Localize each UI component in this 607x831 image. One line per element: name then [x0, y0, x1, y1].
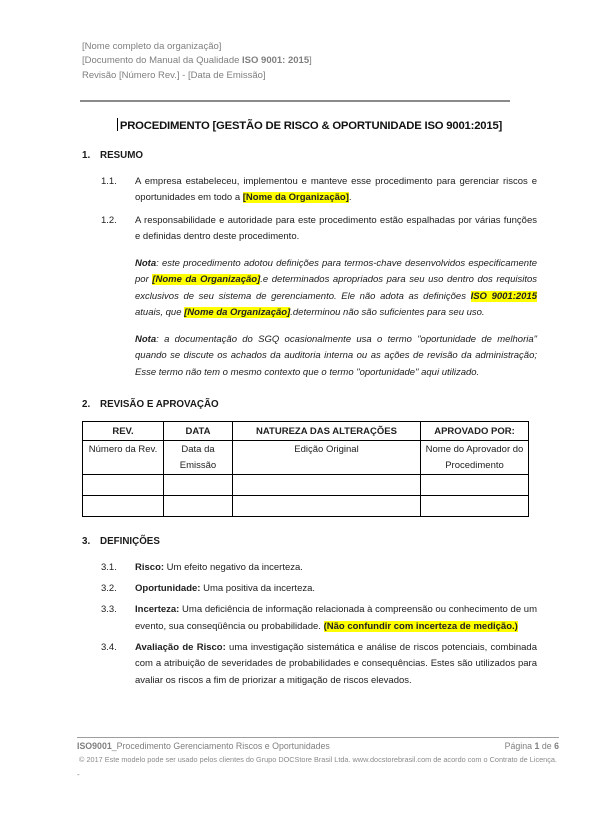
placeholder-org-name: [Nome da Organização] — [242, 192, 349, 204]
page-label: de — [539, 741, 555, 751]
clause-3-4 — [82, 640, 537, 690]
page-header — [82, 40, 537, 83]
note-text-segment: : este procedimento adotou definições para termos-chave desenvolvidos especificamente por — [135, 257, 537, 286]
clause-number: 1.1. — [101, 175, 117, 187]
definition-term: Risco: — [135, 562, 165, 574]
note-text-segment: .e determinados apropriados para seu uso dentro dos requisitos exclusivos de seu sistema de gerenciamento. Ele não adota as definições — [135, 274, 537, 302]
note-label: Nota — [135, 257, 157, 269]
cell-rev-number: Número da Rev. — [83, 441, 164, 475]
definition-term: Avaliação de Risco: — [135, 641, 226, 653]
clause-number: 3.3. — [101, 604, 117, 616]
text-cursor-icon — [117, 118, 118, 131]
header-doc-line-prefix: [Documento do Manual da Qualidade — [82, 55, 243, 67]
clause-text-segment: A empresa estabeleceu, implementou e manteve esse procedimento para gerenciar riscos e oportunidades em todo a — [135, 175, 537, 204]
header-revision-line: Revisão [Número Rev.] - [Data de Emissão] — [82, 69, 266, 81]
clause-text-segment: . — [348, 192, 352, 204]
revision-table — [82, 421, 529, 517]
page-total: 6 — [554, 741, 559, 751]
placeholder-iso-standard: ISO 9001:2015 — [470, 290, 538, 302]
note-1 — [135, 256, 537, 322]
header-doc-line-standard: ISO 9001: 2015 — [242, 55, 310, 67]
table-row — [83, 441, 529, 475]
note-label: Nota — [135, 333, 157, 345]
page-number: 1 — [534, 741, 540, 751]
page-label: Página — [504, 741, 535, 751]
cell-issue-date: Data da Emissão — [164, 441, 233, 475]
page-content — [82, 40, 537, 689]
definition-text: Um efeito negativo da incerteza. — [164, 562, 303, 574]
header-doc-line-suffix: ] — [309, 55, 312, 67]
table-header-row — [83, 422, 529, 441]
cell-empty — [83, 475, 164, 496]
section-number: 1. — [82, 149, 91, 161]
clause-1-1 — [82, 174, 537, 207]
cell-empty — [233, 496, 421, 517]
clause-text: A responsabilidade e autoridade para este procedimento estão espalhadas por várias funções e definidas dentro deste procedimento. — [135, 214, 537, 243]
placeholder-org-name: [Nome da Organização] — [152, 274, 261, 286]
section-title: REVISÃO E APROVAÇÃO — [100, 399, 219, 411]
clause-text — [135, 560, 537, 577]
section-title: RESUMO — [100, 149, 144, 161]
col-header-natureza: NATUREZA DAS ALTERAÇÕES — [233, 422, 421, 441]
header-divider — [80, 100, 510, 102]
definition-text: Uma positiva da incerteza. — [200, 583, 316, 595]
section-heading-resumo — [82, 149, 537, 162]
clause-text — [135, 640, 537, 690]
cell-empty — [164, 475, 233, 496]
section-heading-revisao — [82, 398, 537, 411]
section-heading-definicoes — [82, 535, 537, 548]
cell-change-nature: Edição Original — [233, 441, 421, 475]
cell-empty — [233, 475, 421, 496]
note-2 — [135, 332, 537, 382]
note-text-segment: .determinou não são suficientes para seu uso. — [290, 307, 485, 319]
note-text-segment: : a documentação do SGQ ocasionalmente usa o termo "oportunidade de melhoria" quando se discute os achados da auditoria interna ou as ações de revisão da administração; Esse termo não tem o mesmo contexto que o termo "oportunidade" aqui utilizado. — [135, 333, 537, 378]
table-row — [83, 496, 529, 517]
footer-doc-id — [77, 741, 330, 752]
section-number: 2. — [82, 399, 91, 411]
section-title: DEFINIÇÕES — [100, 536, 160, 548]
clause-1-2 — [82, 213, 537, 246]
clause-number: 3.2. — [101, 583, 117, 595]
document-title-text: PROCEDIMENTO [GESTÃO DE RISCO & OPORTUNIDADE ISO 9001:2015] — [119, 119, 503, 132]
table-row — [83, 475, 529, 496]
placeholder-org-name: [Nome da Organização] — [184, 307, 291, 319]
document-title — [82, 118, 537, 134]
col-header-rev: REV. — [83, 422, 164, 441]
clause-number: 3.4. — [101, 641, 117, 653]
footer-stray-mark: - — [77, 770, 80, 779]
cell-empty — [421, 496, 529, 517]
header-doc-line — [82, 54, 537, 68]
clause-number: 3.1. — [101, 562, 117, 574]
cell-approver: Nome do Aprovador do Procedimento — [421, 441, 529, 475]
clause-3-2 — [82, 581, 537, 598]
cell-empty — [421, 475, 529, 496]
col-header-aprovado: APROVADO POR: — [421, 422, 529, 441]
clause-text — [135, 174, 537, 207]
footer-doc-title: _Procedimento Gerenciamento Riscos e Oportunidades — [111, 741, 330, 751]
definition-term: Incerteza: — [135, 604, 180, 616]
footer-copyright: © 2017 Este modelo pode ser usado pelos clientes do Grupo DOCStore Brasil Ltda. www.docstorebrasil.com de acordo com o Contrato de Licença. — [79, 755, 557, 764]
cell-empty — [83, 496, 164, 517]
definition-text: uma investigação sistemática e análise de riscos potenciais, combinada com a atribuição de severidades de probabilidades e consequências. Estes são utilizados para avaliar os riscos a fim de priorizar a mitigação de riscos elevados. — [135, 641, 537, 686]
definition-text: Uma deficiência de informação relacionada à compreensão ou conhecimento de um evento, sua conseqüência ou probabilidade. — [135, 604, 537, 632]
note-text-segment: atuais, que — [135, 307, 185, 319]
cell-empty — [164, 496, 233, 517]
clause-text — [135, 602, 537, 635]
header-org-line: [Nome completo da organização] — [82, 41, 222, 52]
highlighted-warning: (Não confundir com incerteza de medição.) — [323, 620, 518, 632]
footer-page-indicator — [505, 741, 559, 752]
footer-doc-code: ISO9001 — [77, 741, 112, 751]
section-number: 3. — [82, 536, 91, 548]
page-footer — [77, 737, 559, 779]
clause-number: 1.2. — [101, 214, 117, 226]
clause-3-1 — [82, 560, 537, 577]
clause-3-3 — [82, 602, 537, 635]
definition-term: Oportunidade: — [135, 583, 201, 595]
col-header-data: DATA — [164, 422, 233, 441]
footer-row — [77, 738, 559, 752]
clause-text — [135, 581, 537, 598]
